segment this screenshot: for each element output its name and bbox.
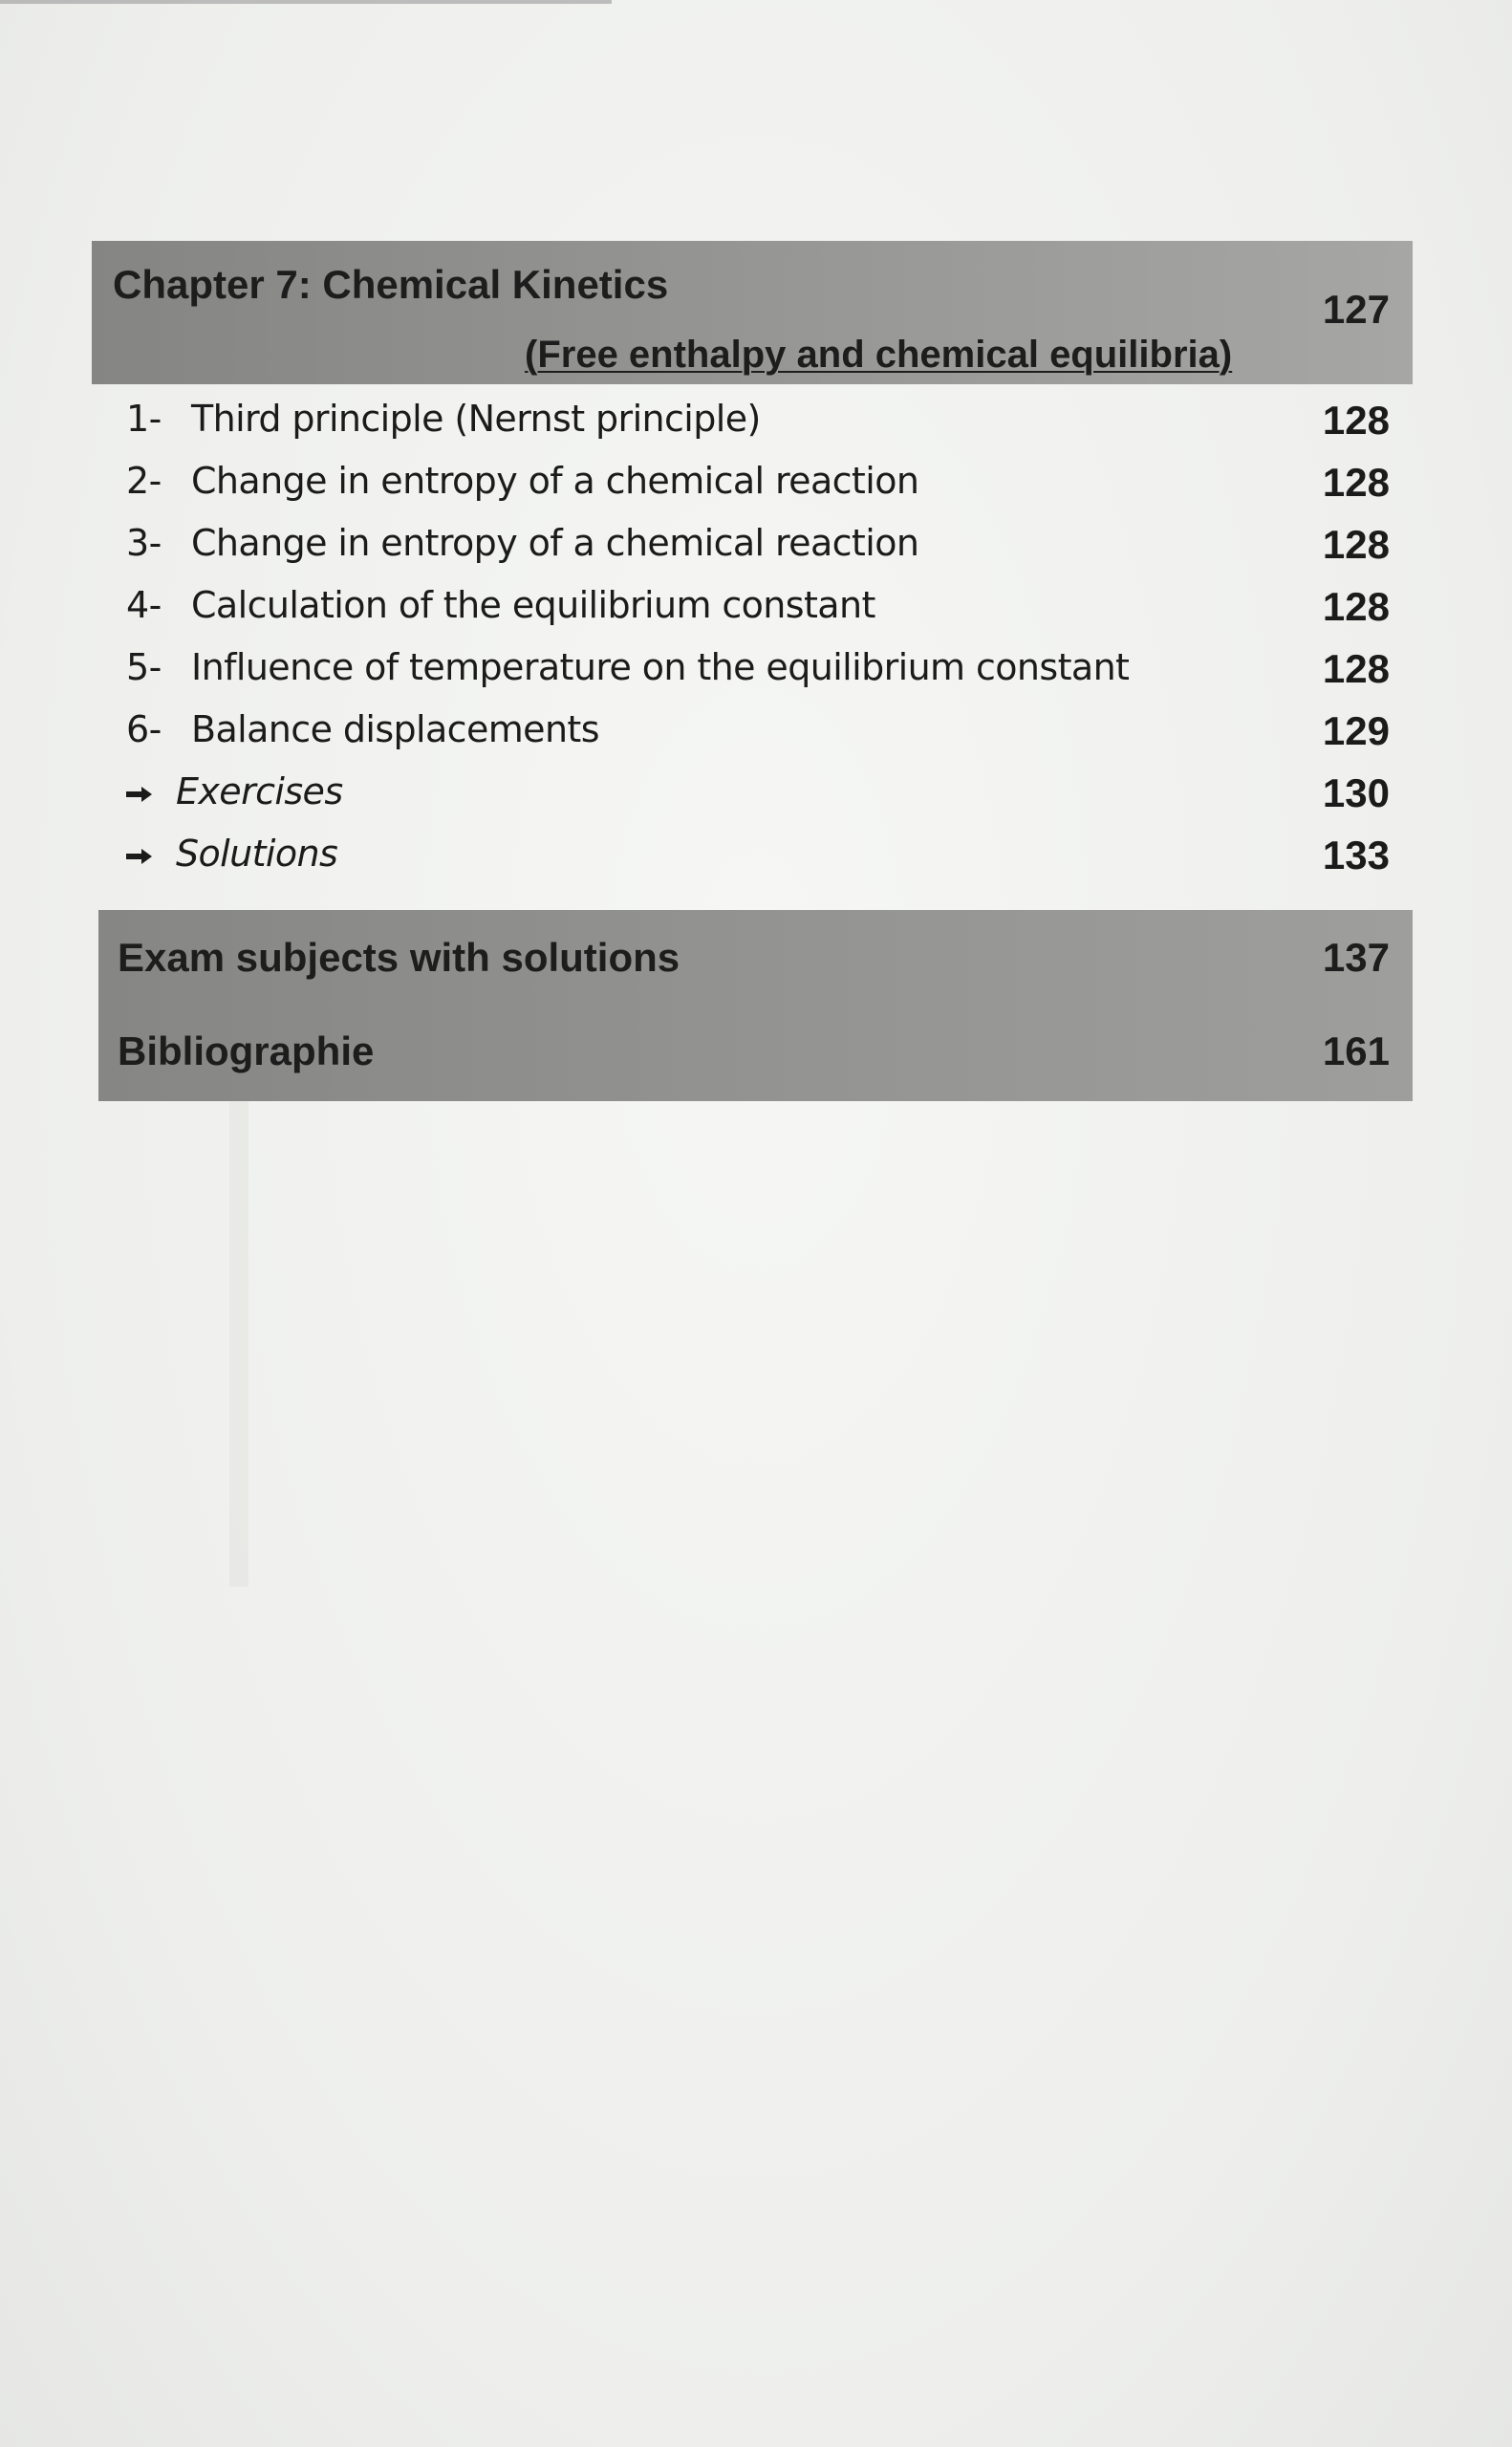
toc-item-label: Change in entropy of a chemical reaction — [191, 522, 919, 564]
toc-item-label: Third principle (Nernst principle) — [191, 398, 761, 440]
toc-item — [92, 456, 1413, 518]
toc-item-label: Balance displacements — [191, 708, 599, 750]
toc-item-page: 129 — [1322, 708, 1390, 753]
bleed-through-shadow — [229, 1090, 248, 1587]
toc-item-number: 6- — [126, 708, 162, 750]
chapter-page-number: 127 — [1322, 287, 1390, 332]
toc-item-number: 2- — [126, 460, 162, 502]
toc-subitem-page: 130 — [1322, 770, 1390, 815]
toc-item-number: 4- — [126, 584, 162, 626]
toc-subitem-label: Exercises — [176, 770, 343, 812]
arrow-right-icon — [126, 848, 153, 865]
chapter-title: Chapter 7: Chemical Kinetics — [113, 262, 669, 307]
back-matter-row-bibliography — [118, 1029, 1390, 1086]
back-matter-row-exam — [118, 935, 1390, 992]
toc-item — [92, 580, 1413, 642]
chapter-subtitle: (Free enthalpy and chemical equilibria) — [525, 334, 1233, 376]
toc-subitem-exercises — [92, 767, 1413, 829]
toc-item-number: 1- — [126, 398, 162, 440]
toc-item-page: 128 — [1322, 460, 1390, 505]
back-matter-page: 161 — [1322, 1029, 1390, 1073]
toc-item — [92, 394, 1413, 456]
back-matter-page: 137 — [1322, 935, 1390, 980]
toc-item-page: 128 — [1322, 522, 1390, 567]
toc-item-number: 3- — [126, 522, 162, 564]
toc-subitem-page: 133 — [1322, 833, 1390, 877]
toc-item-label: Calculation of the equilibrium constant — [191, 584, 875, 626]
toc-item — [92, 704, 1413, 767]
chapter-header-band — [92, 241, 1413, 384]
toc-item-number: 5- — [126, 646, 162, 688]
toc-item-page: 128 — [1322, 584, 1390, 629]
table-of-contents — [92, 241, 1413, 1101]
back-matter-band — [98, 910, 1413, 1101]
toc-item-label: Change in entropy of a chemical reaction — [191, 460, 919, 502]
back-matter-label: Bibliographie — [118, 1029, 375, 1073]
arrow-right-icon — [126, 786, 153, 803]
toc-item — [92, 518, 1413, 580]
back-matter-label: Exam subjects with solutions — [118, 935, 680, 980]
page-top-edge — [0, 0, 612, 4]
toc-item-page: 128 — [1322, 646, 1390, 691]
toc-subitem-solutions — [92, 829, 1413, 891]
toc-item-list — [92, 384, 1413, 891]
toc-item-label: Influence of temperature on the equilibrium constant — [191, 646, 1130, 688]
toc-subitem-label: Solutions — [176, 833, 338, 875]
toc-item-page: 128 — [1322, 398, 1390, 443]
toc-item — [92, 642, 1413, 704]
